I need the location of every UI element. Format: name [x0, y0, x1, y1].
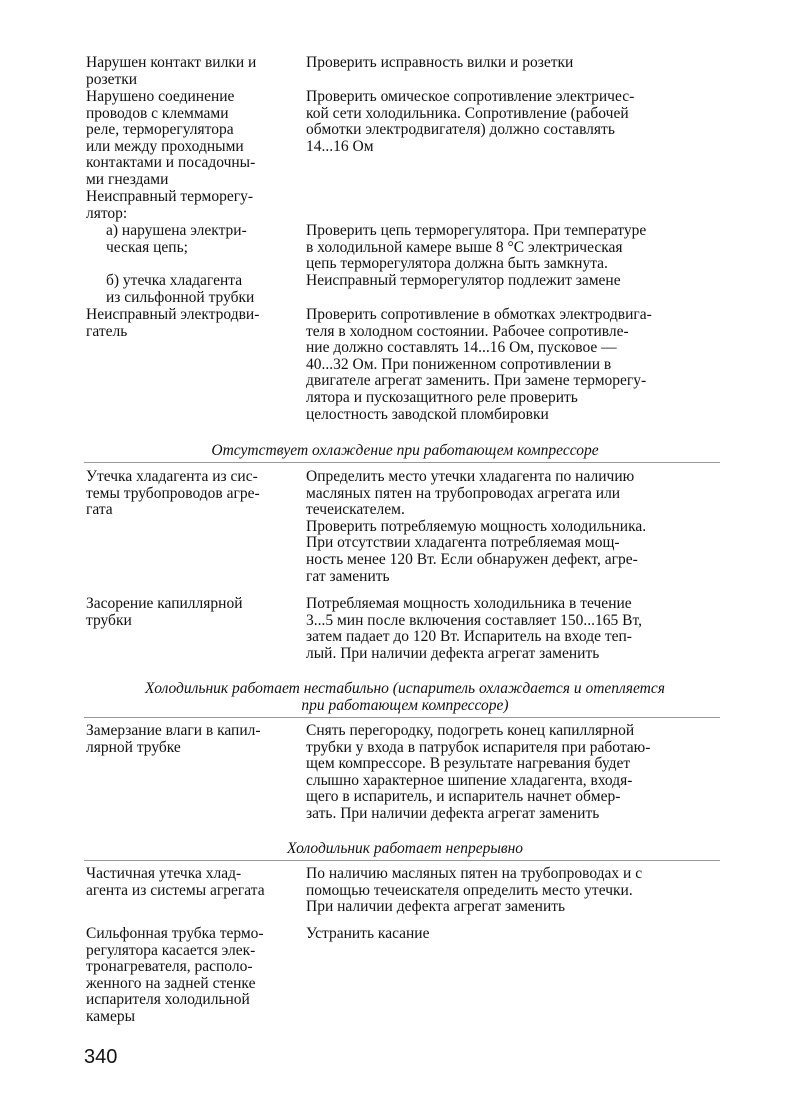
text-line: Проверить потребляемую мощность холодильника. [306, 517, 647, 535]
text-line: помощью течеискателя определить место утечки. [306, 881, 633, 899]
text-line: ческая цепь; [106, 238, 188, 256]
text-line: Проверить цепь терморегулятора. При температуре [306, 222, 647, 239]
text-line: ние должно составлять 14...16 Ом, пусковое — [306, 339, 617, 357]
cause-plug-contact [86, 55, 298, 88]
text-line: щего в испаритель, и испаритель начнет обмер- [306, 788, 621, 806]
cause-bellows-contact [86, 926, 298, 1026]
text-line: Неисправный терморегулятор подлежит замене [306, 272, 621, 289]
text-line: слышно характерное шипение хладагента, входя- [306, 771, 633, 789]
text-line: ность менее 120 Вт. Если обнаружен дефект, агре- [306, 550, 638, 568]
heading-line: Холодильник работает нестабильно (испаритель охлаждается и отепляется [145, 680, 665, 697]
text-line: цепь терморегулятора должна быть замкнута. [306, 255, 608, 273]
text-line: или между проходными [86, 137, 244, 155]
section-heading-unstable [60, 681, 750, 714]
text-line: розетки [86, 70, 138, 88]
text-line: двигателе агрегат заменить. При замене терморегу- [306, 372, 647, 390]
cause-refrigerant-leak [86, 469, 298, 519]
action-bellows-contact [306, 926, 722, 943]
text-line: Неисправный электродви- [86, 306, 260, 323]
text-line: регулятора касается элек- [86, 941, 256, 959]
text-line: гатель [86, 322, 128, 340]
section-heading-continuous [60, 841, 750, 858]
cause-frozen-moisture [86, 723, 298, 756]
text-line: щем компрессоре. В результате нагревания будет [306, 755, 631, 773]
text-line: трубки у входа в патрубок испарителя при работаю- [306, 738, 651, 756]
page-number: 340 [84, 1046, 118, 1068]
text-line: Неисправный терморегу- [86, 188, 253, 205]
text-line: б) утечка хладагента [106, 272, 243, 289]
text-line: агента из системы агрегата [86, 881, 265, 899]
text-line: камеры [86, 1007, 136, 1025]
text-line: проводов с клеммами [86, 104, 229, 122]
text-line: 14...16 Ом [306, 137, 374, 155]
text-line: При наличии дефекта агрегат заменить [306, 898, 566, 916]
text-line: 40...32 Ом. При пониженном сопротивлении в [306, 355, 612, 373]
action-thermostat-circuit [306, 223, 722, 273]
cause-bellows-leak [106, 273, 296, 306]
text-line: трубки [86, 611, 132, 629]
text-line: испарителя холодильной [86, 991, 250, 1009]
action-wiring [306, 89, 722, 155]
heading-line: Отсутствует охлаждение при работающем компрессоре [211, 442, 599, 459]
cause-wiring [86, 89, 298, 189]
cause-capillary-clog [86, 596, 298, 629]
text-line: лярной трубке [86, 738, 181, 756]
text-line: теля в холодном состоянии. Рабочее сопротивле- [306, 322, 629, 340]
text-line: По наличию масляных пятен на трубопроводах и с [306, 865, 643, 882]
text-line: Утечка хладагента из сис- [86, 468, 258, 485]
action-plug-contact [306, 55, 722, 72]
text-line: ми гнездами [86, 170, 169, 188]
text-line: гата [86, 501, 113, 519]
text-line: Потребляемая мощность холодильника в течение [306, 595, 632, 612]
text-line: в холодильной камере выше 8 °С электрическая [306, 238, 623, 256]
text-line: Определить место утечки хладагента по наличию [306, 468, 635, 485]
text-line: обмотки электродвигателя) должно составлять [306, 121, 615, 139]
action-motor [306, 307, 722, 423]
cause-motor [86, 307, 298, 340]
text-line: лятора и пускозащитного реле проверить [306, 388, 578, 406]
heading-line: при работающем компрессоре) [301, 696, 509, 714]
cause-partial-leak [86, 866, 298, 899]
text-line: Проверить омическое сопротивление электричес- [306, 88, 635, 105]
text-line: лый. При наличии дефекта агрегат заменить [306, 644, 600, 662]
text-line: женного на задней стенке [86, 974, 256, 992]
text-line: темы трубопроводов агре- [86, 484, 260, 502]
cause-thermostat [86, 189, 298, 222]
text-line: Устранить касание [306, 925, 430, 942]
action-partial-leak [306, 866, 722, 916]
text-line: Нарушен контакт вилки и [86, 54, 257, 71]
action-frozen-moisture [306, 723, 722, 823]
text-line: лятор: [86, 204, 128, 222]
heading-line: Холодильник работает непрерывно [286, 840, 524, 857]
cause-thermostat-circuit [106, 223, 296, 256]
divider [84, 717, 720, 718]
text-line: масляных пятен на трубопроводах агрегата или [306, 484, 621, 502]
text-line: Снять перегородку, подогреть конец капиллярной [306, 722, 635, 739]
text-line: контактами и посадочны- [86, 154, 256, 172]
action-refrigerant-leak [306, 469, 722, 585]
text-line: Проверить исправность вилки и розетки [306, 54, 574, 71]
text-line: зать. При наличии дефекта агрегат заменить [306, 804, 600, 822]
text-line: Замерзание влаги в капил- [86, 722, 261, 739]
text-line: Проверить сопротивление в обмотках электродвига- [306, 306, 652, 323]
text-line: При отсутствии хладагента потребляемая мощ- [306, 534, 620, 552]
text-line: реле, терморегулятора [86, 121, 234, 139]
action-capillary-clog [306, 596, 722, 662]
text-line: затем падает до 120 Вт. Испаритель на входе теп- [306, 628, 632, 646]
text-line: 3...5 мин после включения составляет 150...165 Вт, [306, 611, 642, 629]
text-line: Частичная утечка хлад- [86, 865, 242, 882]
text-line: целостность заводской пломбировки [306, 405, 549, 423]
text-line: тронагревателя, располо- [86, 958, 253, 976]
text-line: течеискателем. [306, 501, 405, 519]
text-line: кой сети холодильника. Сопротивление (рабочей [306, 104, 629, 122]
text-line: гат заменить [306, 567, 390, 585]
text-line: Нарушено соединение [86, 88, 235, 105]
text-line: из сильфонной трубки [106, 288, 255, 306]
divider [84, 462, 720, 463]
action-bellows-leak [306, 273, 722, 290]
text-line: Засорение капиллярной [86, 595, 243, 612]
text-line: а) нарушена электри- [106, 222, 247, 239]
divider [84, 860, 720, 861]
text-line: Сильфонная трубка термо- [86, 925, 264, 942]
section-heading-no-cooling [60, 443, 750, 460]
